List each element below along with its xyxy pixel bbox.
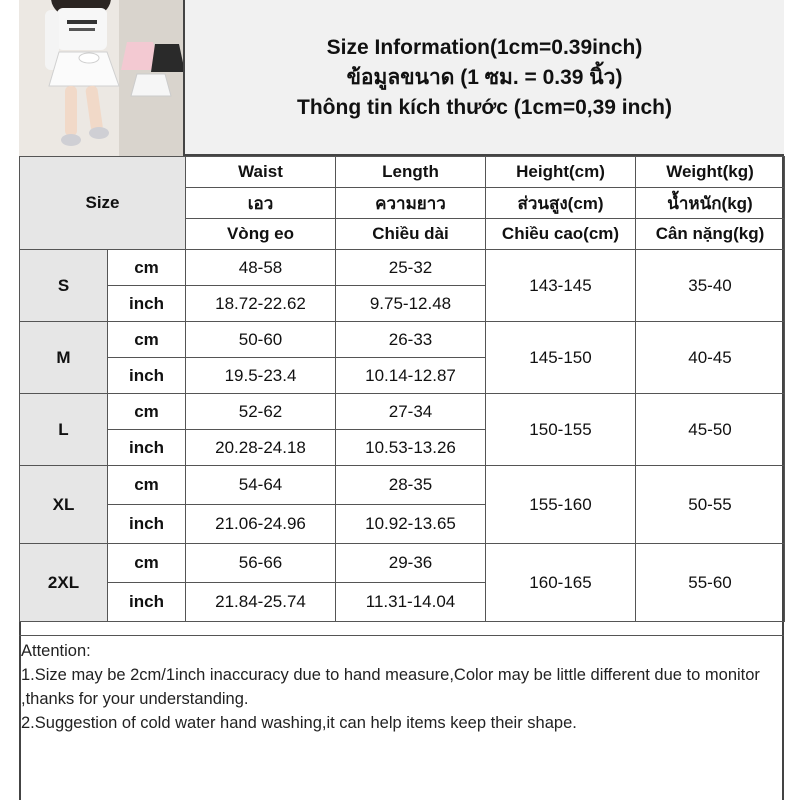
unit-label-inch: inch [108, 583, 186, 622]
height-value: 150-155 [486, 394, 636, 466]
length-cm-value: 27-34 [336, 394, 486, 430]
length-cm-value: 26-33 [336, 322, 486, 358]
header-row-english [20, 157, 785, 188]
length-inch-value: 10.92-13.65 [336, 505, 486, 544]
product-photo-illustration [19, 0, 185, 156]
table-row [20, 250, 785, 286]
waist-inch-value: 18.72-22.62 [186, 286, 336, 322]
title-vietnamese: Thông tin kích thước (1cm=0,39 inch) [297, 96, 672, 119]
col-header-weight-vi: Cân nặng(kg) [636, 219, 785, 250]
size-table [19, 156, 785, 622]
unit-label-inch: inch [108, 358, 186, 394]
col-header-waist-th: เอว [186, 188, 336, 219]
size-label-s: S [20, 250, 108, 322]
waist-cm-value: 50-60 [186, 322, 336, 358]
weight-value: 55-60 [636, 544, 785, 622]
unit-label-cm: cm [108, 544, 186, 583]
table-row [20, 394, 785, 430]
waist-inch-value: 20.28-24.18 [186, 430, 336, 466]
weight-value: 45-50 [636, 394, 785, 466]
unit-label-cm: cm [108, 394, 186, 430]
note-washing: 2.Suggestion of cold water hand washing,it can help items keep their shape. [21, 714, 577, 732]
col-header-height-en: Height(cm) [486, 157, 636, 188]
unit-label-cm: cm [108, 250, 186, 286]
height-value: 160-165 [486, 544, 636, 622]
unit-label-inch: inch [108, 430, 186, 466]
size-label-xl: XL [20, 466, 108, 544]
unit-label-inch: inch [108, 505, 186, 544]
waist-cm-value: 48-58 [186, 250, 336, 286]
waist-inch-value: 21.84-25.74 [186, 583, 336, 622]
weight-value: 35-40 [636, 250, 785, 322]
waist-inch-value: 21.06-24.96 [186, 505, 336, 544]
note-measurement: 1.Size may be 2cm/1inch inaccuracy due to hand measure,Color may be little different due to monitor ,thanks for your understanding. [21, 666, 760, 708]
col-header-waist-en: Waist [186, 157, 336, 188]
col-header-length-vi: Chiều dài [336, 219, 486, 250]
height-value: 145-150 [486, 322, 636, 394]
unit-label-cm: cm [108, 322, 186, 358]
height-value: 143-145 [486, 250, 636, 322]
col-header-length-en: Length [336, 157, 486, 188]
waist-cm-value: 56-66 [186, 544, 336, 583]
col-header-weight-en: Weight(kg) [636, 157, 785, 188]
size-label-l: L [20, 394, 108, 466]
length-inch-value: 10.53-13.26 [336, 430, 486, 466]
weight-value: 40-45 [636, 322, 785, 394]
waist-inch-value: 19.5-23.4 [186, 358, 336, 394]
size-column-header: Size [20, 157, 186, 250]
length-inch-value: 9.75-12.48 [336, 286, 486, 322]
title-english: Size Information(1cm=0.39inch) [326, 36, 643, 59]
length-cm-value: 25-32 [336, 250, 486, 286]
weight-value: 50-55 [636, 466, 785, 544]
col-header-height-th: ส่วนสูง(cm) [486, 188, 636, 219]
table-row [20, 544, 785, 583]
table-row [20, 322, 785, 358]
unit-label-cm: cm [108, 466, 186, 505]
col-header-length-th: ความยาว [336, 188, 486, 219]
header-titles [185, 0, 784, 156]
length-cm-value: 29-36 [336, 544, 486, 583]
col-header-weight-th: น้ำหนัก(kg) [636, 188, 785, 219]
col-header-height-vi: Chiều cao(cm) [486, 219, 636, 250]
waist-cm-value: 54-64 [186, 466, 336, 505]
product-photo [19, 0, 185, 156]
length-cm-value: 28-35 [336, 466, 486, 505]
length-inch-value: 11.31-14.04 [336, 583, 486, 622]
size-label-m: M [20, 322, 108, 394]
length-inch-value: 10.14-12.87 [336, 358, 486, 394]
table-row [20, 466, 785, 505]
waist-cm-value: 52-62 [186, 394, 336, 430]
title-thai: ข้อมูลขนาด (1 ซม. = 0.39 นิ้ว) [346, 66, 623, 89]
height-value: 155-160 [486, 466, 636, 544]
unit-label-inch: inch [108, 286, 186, 322]
notes-heading: Attention: [21, 642, 91, 660]
col-header-waist-vi: Vòng eo [186, 219, 336, 250]
size-label-2xl: 2XL [20, 544, 108, 622]
attention-notes [19, 635, 784, 800]
